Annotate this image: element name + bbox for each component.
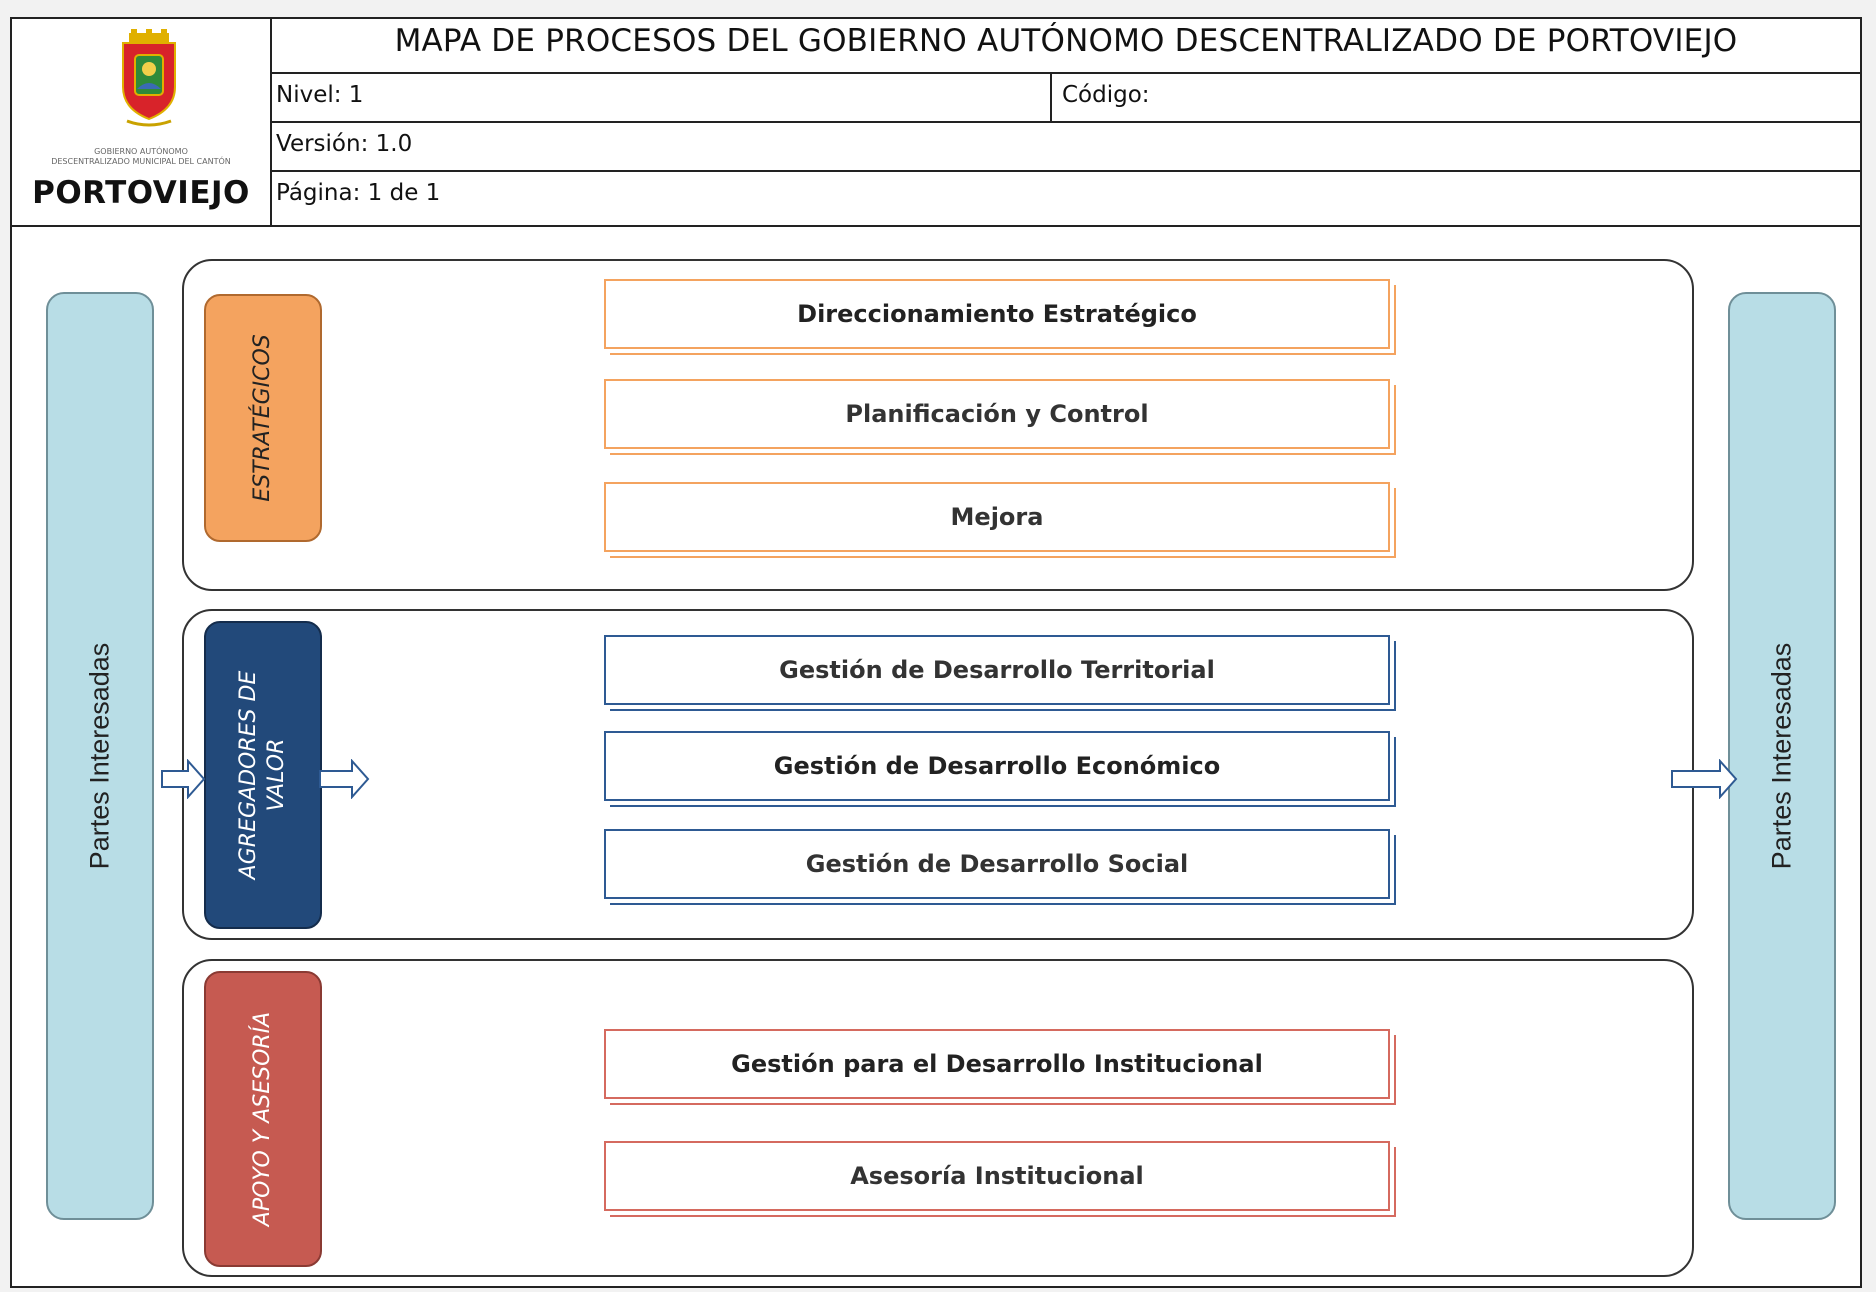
- page-title: MAPA DE PROCESOS DEL GOBIERNO AUTÓNOMO DESCENTRALIZADO DE PORTOVIEJO: [394, 23, 1738, 59]
- process-map-document: [10, 17, 1862, 1288]
- document-header: [12, 19, 1860, 227]
- strategic-process-group: [182, 259, 1694, 591]
- process-desarrollo-social: [604, 829, 1390, 899]
- input-arrow-right-icon: [318, 759, 370, 799]
- process-label: Asesoría Institucional: [850, 1162, 1144, 1190]
- output-arrow-icon: [1670, 759, 1738, 799]
- support-group-label: APOYO Y ASESORÍA: [250, 1011, 275, 1227]
- process-desarrollo-institucional: [604, 1029, 1390, 1099]
- process-label: Gestión para el Desarrollo Institucional: [731, 1050, 1263, 1078]
- value-adding-label-line1: AGREGADORES DE: [236, 670, 261, 880]
- pagina-field: Página: 1 de 1: [276, 180, 441, 206]
- strategic-group-label: ESTRATÉGICOS: [250, 334, 275, 502]
- version-row: [272, 123, 1860, 172]
- nivel-row: [272, 74, 1860, 123]
- codigo-field: Código:: [1062, 82, 1150, 108]
- version-field: Versión: 1.0: [276, 131, 413, 157]
- value-adding-group-tag: [204, 621, 322, 929]
- process-label: Gestión de Desarrollo Social: [805, 850, 1189, 878]
- stakeholders-input-pillar: [46, 292, 154, 1220]
- value-adding-group-label: [235, 671, 291, 880]
- codigo-cell: [1050, 74, 1860, 121]
- logo-subtitle-line1: GOBIERNO AUTÓNOMO: [94, 147, 188, 156]
- support-group-tag: [204, 971, 322, 1267]
- nivel-field: Nivel: 1: [276, 82, 364, 108]
- stakeholders-output-pillar: [1728, 292, 1836, 1220]
- logo-subtitle: [12, 147, 270, 167]
- logo-cell: [12, 19, 272, 225]
- process-direccionamiento-estrategico: [604, 279, 1390, 349]
- process-planificacion-control: [604, 379, 1390, 449]
- process-label: Mejora: [950, 503, 1044, 531]
- process-label: Gestión de Desarrollo Territorial: [779, 656, 1215, 684]
- logo-wordmark: PORTOVIEJO: [32, 175, 250, 211]
- process-label: Planificación y Control: [845, 400, 1149, 428]
- process-label: Direccionamiento Estratégico: [797, 300, 1197, 328]
- title-row: [272, 19, 1860, 74]
- input-arrow-left-icon: [160, 759, 206, 799]
- process-asesoria-institucional: [604, 1141, 1390, 1211]
- process-mejora: [604, 482, 1390, 552]
- logo-subtitle-line2: DESCENTRALIZADO MUNICIPAL DEL CANTÓN: [51, 157, 231, 166]
- portoviejo-coat-of-arms-icon: [117, 29, 181, 129]
- value-adding-label-line2: VALOR: [264, 738, 289, 812]
- strategic-group-tag: [204, 294, 322, 542]
- stakeholders-input-label: Partes Interesadas: [84, 642, 115, 870]
- process-desarrollo-economico: [604, 731, 1390, 801]
- process-desarrollo-territorial: [604, 635, 1390, 705]
- stakeholders-output-label: Partes Interesadas: [1766, 642, 1797, 870]
- process-label: Gestión de Desarrollo Económico: [773, 752, 1221, 780]
- value-adding-process-group: [182, 609, 1694, 940]
- pagina-row: [272, 172, 1860, 225]
- support-process-group: [182, 959, 1694, 1277]
